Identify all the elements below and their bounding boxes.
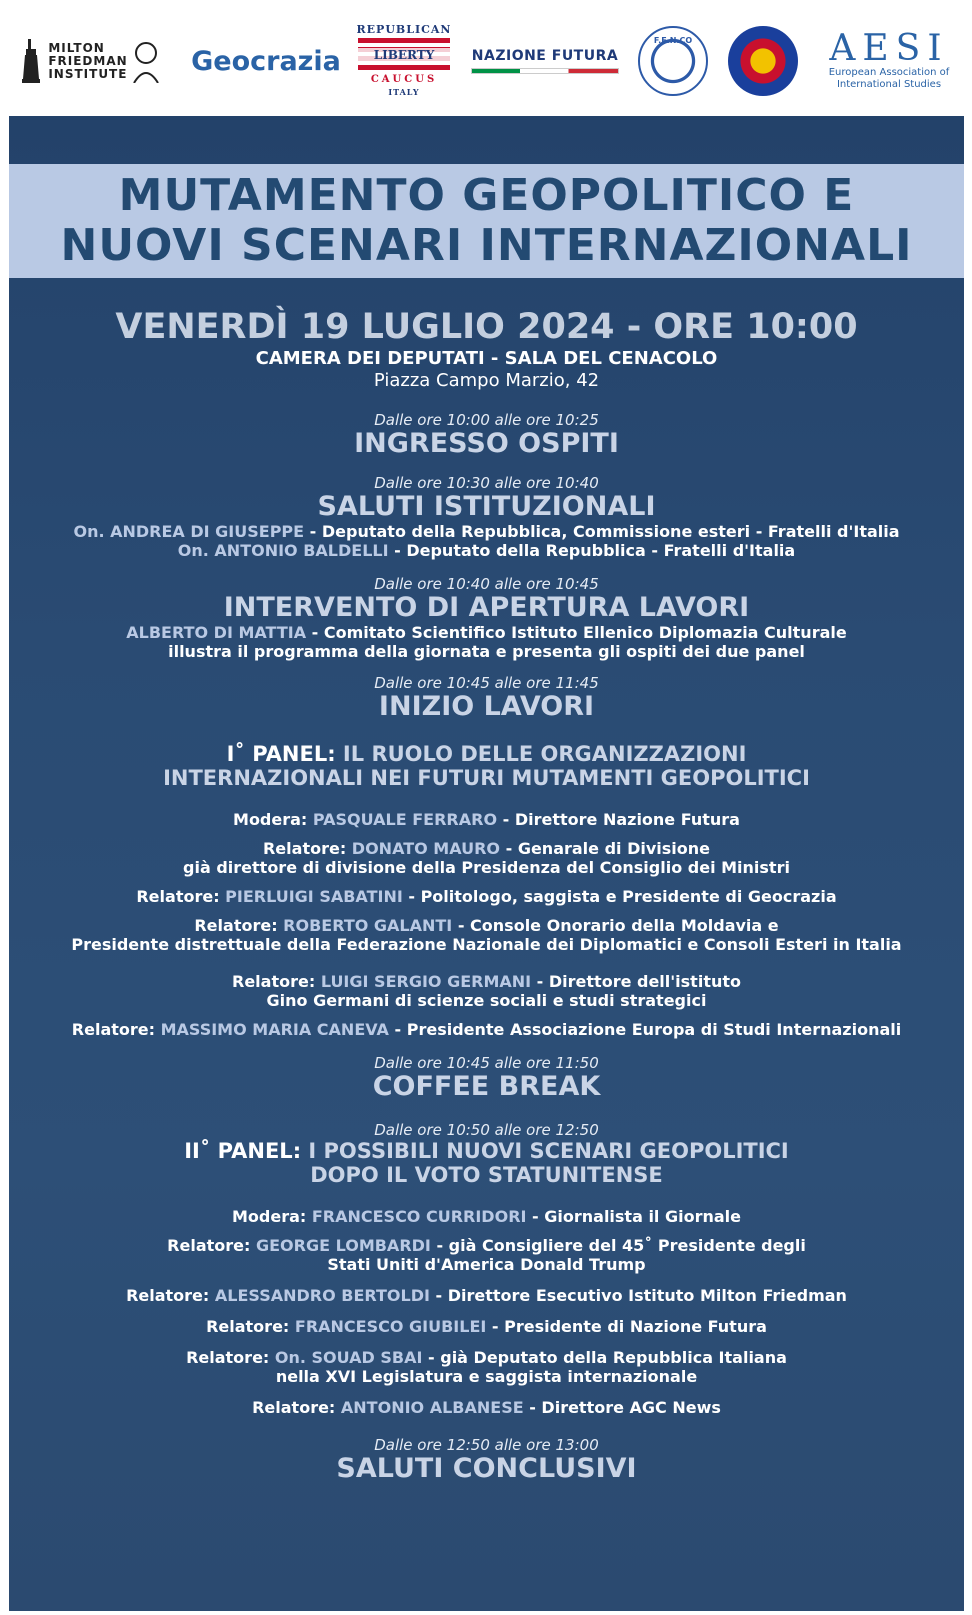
speaker-role-line-2: nella XVI Legislatura e saggista internazionale [275, 1367, 698, 1386]
speaker-role: - Deputato della Repubblica, Commissione esteri - Fratelli d'Italia [304, 522, 900, 541]
rlc-country-text: ITALY [388, 87, 420, 97]
speaker-name: On. ANDREA DI GIUSEPPE [73, 522, 305, 541]
title-banner [9, 164, 964, 278]
panel-1-speaker-5 [9, 1020, 964, 1039]
panel-title-1: IL RUOLO DELLE ORGANIZZAZIONI [335, 742, 747, 766]
geocrazia-logo: Geocrazia [191, 45, 341, 77]
inizio-title: INIZIO LAVORI [378, 691, 595, 722]
rlc-caucus-text: CAUCUS [370, 74, 438, 85]
panel-title-2: INTERNAZIONALI NEI FUTURI MUTAMENTI GEOPOLITICI [163, 766, 810, 790]
speaker-role: - Comitato Scientifico Istituto Ellenico Diplomazia Culturale [306, 623, 847, 642]
speaker-role: - Presidente Associazione Europa di Studi Internazionali [388, 1020, 902, 1039]
saluti-speaker-2 [9, 541, 964, 560]
panel-2-speaker-1 [9, 1236, 964, 1274]
role-label: Relatore: [262, 839, 352, 858]
role-label: Relatore: [126, 1286, 215, 1305]
rlc-liberty-text: LIBERTY [358, 48, 450, 62]
fenco-text: F.E.N.CO [653, 36, 693, 45]
aesi-logo [814, 22, 964, 100]
panel-1-speaker-4 [9, 972, 964, 1010]
panel-title-1: I POSSIBILI NUOVI SCENARI GEOPOLITICI [301, 1139, 789, 1163]
event-date-time: VENERDÌ 19 LUGLIO 2024 - ORE 10:00 [115, 307, 858, 347]
speaker-name: PASQUALE FERRARO [312, 810, 498, 829]
speaker-name: ROBERTO GALANTI [283, 916, 453, 935]
role-label: Relatore: [232, 972, 321, 991]
speaker-name: PIERLUIGI SABATINI [225, 887, 403, 906]
speaker-role: - Presidente di Nazione Futura [486, 1317, 767, 1336]
speaker-name: ALBERTO DI MATTIA [126, 623, 307, 642]
conclusivi-title: SALUTI CONCLUSIVI [336, 1453, 637, 1484]
panel-2-moderator [9, 1207, 964, 1226]
program-content [9, 306, 964, 1484]
speaker-name: MASSIMO MARIA CANEVA [160, 1020, 389, 1039]
nazione-futura-logo [470, 22, 620, 100]
nazione-futura-text: NAZIONE FUTURA [471, 48, 619, 64]
panel-label: II˚ PANEL: [184, 1139, 302, 1163]
speaker-name: LUIGI SERGIO GERMANI [320, 972, 532, 991]
speaker-role: - Giornalista il Giornale [526, 1207, 742, 1226]
speaker-name: FRANCESCO GIUBILEI [294, 1317, 487, 1336]
speaker-role: - già Deputato della Repubblica Italiana [422, 1348, 787, 1367]
speaker-name: On. SOUAD SBAI [274, 1348, 423, 1367]
event-venue: CAMERA DEI DEPUTATI - SALA DEL CENACOLO [255, 348, 718, 369]
ingresso-time: Dalle ore 10:00 alle ore 10:25 [374, 411, 599, 429]
panel-1-speaker-2 [9, 887, 964, 906]
event-title-line-2: NUOVI SCENARI INTERNAZIONALI [60, 220, 913, 271]
mfi-line-3: INSTITUTE [48, 66, 128, 81]
role-label: Relatore: [186, 1348, 275, 1367]
inizio-time: Dalle ore 10:45 alle ore 11:45 [374, 674, 599, 692]
apertura-speaker [9, 623, 964, 642]
speaker-role-line-2: Stati Uniti d'America Donald Trump [327, 1255, 646, 1274]
speaker-role: - Direttore dell'istituto [531, 972, 741, 991]
rlc-top-text: REPUBLICAN [356, 23, 452, 36]
italian-flag-bar [471, 68, 619, 74]
speaker-role: - Direttore Esecutivo Istituto Milton Friedman [429, 1286, 847, 1305]
speaker-name: ANTONIO ALBANESE [340, 1398, 524, 1417]
milton-friedman-logo [20, 22, 160, 100]
aesi-subtitle-2: International Studies [836, 79, 942, 90]
program-panel [9, 116, 964, 1611]
speaker-role-line-2: Presidente distrettuale della Federazione Nazionale dei Diplomatici e Consoli Esteri in Italia [71, 935, 902, 954]
speaker-role: - Console Onorario della Moldavia e [452, 916, 779, 935]
aesi-subtitle-1: European Association of [828, 67, 950, 78]
ingresso-title: INGRESSO OSPITI [354, 428, 619, 459]
panel-1-speaker-1 [9, 839, 964, 877]
apertura-time: Dalle ore 10:40 alle ore 10:45 [374, 575, 599, 593]
speaker-role-line-2: Gino Germani di scienze sociali e studi strategici [266, 991, 707, 1010]
role-label: Modera: [233, 810, 313, 829]
speaker-role: - Deputato della Repubblica - Fratelli d'Italia [388, 541, 796, 560]
moldova-coat-of-arms-icon [728, 26, 798, 96]
fenco-emblem-icon [638, 26, 708, 96]
panel-1-moderator [9, 810, 964, 829]
role-label: Modera: [231, 1207, 312, 1226]
event-title-line-1: MUTAMENTO GEOPOLITICO E [118, 170, 855, 221]
conclusivi-time: Dalle ore 12:50 alle ore 13:00 [374, 1436, 599, 1454]
panel-2-time: Dalle ore 10:50 alle ore 12:50 [374, 1121, 599, 1139]
sponsor-logos-bar [0, 0, 972, 116]
saluti-time: Dalle ore 10:30 alle ore 10:40 [374, 474, 599, 492]
panel-1-speaker-3 [9, 916, 964, 954]
role-label: Relatore: [252, 1398, 341, 1417]
panel-2-speaker-3 [9, 1317, 964, 1336]
republican-liberty-caucus-logo [352, 22, 456, 100]
role-label: Relatore: [194, 916, 284, 935]
speaker-name: DONATO MAURO [351, 839, 501, 858]
fenco-logo [636, 22, 710, 100]
apertura-description: illustra il programma della giornata e presenta gli ospiti dei due panel [168, 642, 805, 661]
rlc-flag-stripes [358, 38, 450, 72]
speaker-name: ALESSANDRO BERTOLDI [214, 1286, 430, 1305]
panel-2-title [9, 1139, 964, 1187]
mfi-line-1: MILTON [48, 40, 105, 55]
aesi-acronym: AESI [829, 28, 949, 69]
saluti-speaker-1 [9, 522, 964, 541]
role-label: Relatore: [136, 887, 226, 906]
apertura-title: INTERVENTO DI APERTURA LAVORI [223, 592, 750, 623]
saluti-title: SALUTI ISTITUZIONALI [317, 491, 656, 522]
statue-of-liberty-icon [20, 39, 42, 83]
event-address: Piazza Campo Marzio, 42 [373, 370, 600, 391]
speaker-role: - Genarale di Divisione [500, 839, 711, 858]
role-label: Relatore: [167, 1236, 256, 1255]
role-label: Relatore: [206, 1317, 295, 1336]
panel-title-2: DOPO IL VOTO STATUNITENSE [310, 1163, 663, 1187]
panel-2-speaker-2 [9, 1286, 964, 1305]
milton-friedman-text [48, 42, 127, 81]
panel-2-speaker-4 [9, 1348, 964, 1386]
role-label: Relatore: [71, 1020, 161, 1039]
moldova-consulate-logo [726, 22, 800, 100]
speaker-role: - Direttore Nazione Futura [497, 810, 740, 829]
speaker-role: - Direttore AGC News [523, 1398, 721, 1417]
speaker-role-line-2: già direttore di divisione della Presidenza del Consiglio dei Ministri [183, 858, 790, 877]
coffee-time: Dalle ore 10:45 alle ore 11:50 [374, 1054, 599, 1072]
mfi-line-2: FRIEDMAN [48, 53, 128, 68]
speaker-name: On. ANTONIO BALDELLI [177, 541, 389, 560]
portrait-icon [132, 39, 160, 83]
speaker-name: GEORGE LOMBARDI [255, 1236, 431, 1255]
panel-1-title [9, 742, 964, 790]
speaker-name: FRANCESCO CURRIDORI [311, 1207, 527, 1226]
panel-2-speaker-5 [9, 1398, 964, 1417]
panel-label: I˚ PANEL: [226, 742, 336, 766]
speaker-role: - Politologo, saggista e Presidente di Geocrazia [402, 887, 837, 906]
coffee-title: COFFEE BREAK [372, 1071, 601, 1102]
speaker-role: - già Consigliere del 45˚ Presidente degli [430, 1236, 806, 1255]
